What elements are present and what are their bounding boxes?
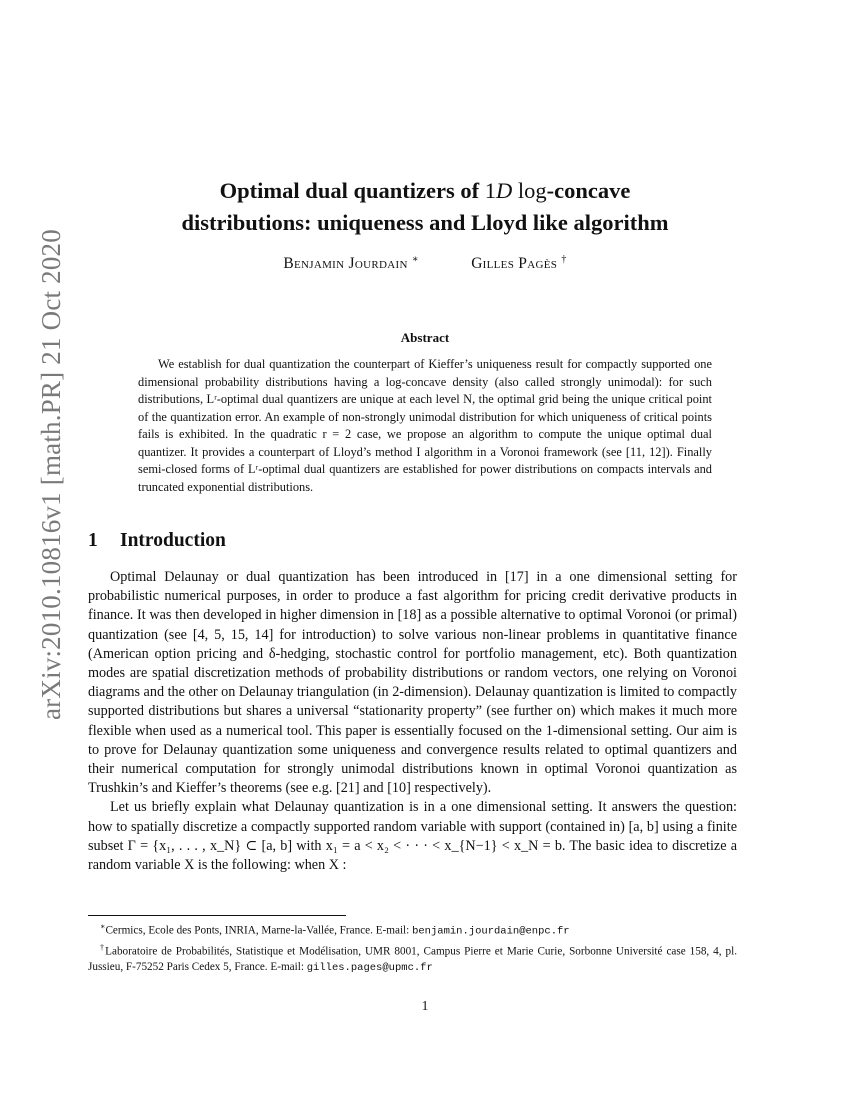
- section-heading: [88, 530, 226, 552]
- footnote-1: [88, 919, 737, 940]
- title-text-line2: distributions: uniqueness and Lloyd like algorithm: [181, 210, 669, 235]
- title-text-part1: Optimal dual quantizers of: [219, 178, 485, 203]
- section-number: 1: [88, 530, 98, 551]
- title-math-d: D: [495, 178, 513, 203]
- arxiv-identifier-text: arXiv:2010.10816v1 [math.PR] 21 Oct 2020: [36, 229, 66, 720]
- footnotes: [88, 919, 737, 977]
- title-math-log: log: [517, 178, 547, 203]
- title-text-part2: -concave: [546, 178, 631, 203]
- footnote-2-email: gilles.pages@upmc.fr: [306, 962, 433, 975]
- author-1: [283, 254, 419, 273]
- author-1-name: Benjamin Jourdain: [283, 255, 408, 273]
- abstract-text: We establish for dual quantization the counterpart of Kieffer’s uniqueness result for compactly supported one dimensional probability distributions having a log-concave density (also called strongly unimodal): for such distributions, Lʳ-optimal dual quantizers are unique at each level N, the optimal grid being the unique critical point of the quantization error. An example of non-strongly unimodal distribution for which uniqueness of critical points fails is exhibited. In the quadratic r = 2 case, we propose an algorithm to compute the unique optimal dual quantizer. It provides a counterpart of Lloyd’s method I algorithm in a Voronoi framework (see [11, 12]). Finally semi-closed forms of Lʳ-optimal dual quantizers are established for power distributions on compacts intervals and truncated exponential distributions.: [138, 357, 712, 494]
- author-2-footnote-mark: †: [561, 254, 567, 265]
- section-body: [88, 568, 737, 875]
- abstract-heading: Abstract: [400, 330, 450, 345]
- title-math-one: 1: [484, 178, 496, 203]
- paragraph-1: Optimal Delaunay or dual quantization has been introduced in [17] in a one dimensional setting for probabilistic numerical purposes, in order to produce a fast algorithm for pricing credit derivative products in finance. It was then developed in higher dimension in [18] as a possible alternative to optimal Voronoi (or primal) quantization (see [4, 5, 15, 14] for introduction) to solve various non-linear problems in quantitative finance (American option pricing and δ-hedging, stochastic control for portfolio management, etc). Both quantization modes are spatial discretization methods of probability distributions or random vectors, one relying on Voronoi diagrams and the other on Delaunay triangulation (in 2-dimension). Delaunay quantization is limited to compactly supported distributions but shares a universal “stationarity property” (see further on) which makes it much more flexible when used as a numerical tool. This paper is essentially focused on the 1-dimensional setting. Our aim is to prove for Delaunay quantization some uniqueness and convergence results related to optimal quantizers and their numerical computation for strongly unimodal distributions known in optimal Voronoi quantization as Trushkin’s and Kieffer’s theorems (see e.g. [21] and [10] respectively).: [88, 569, 737, 797]
- footnote-1-email: benjamin.jourdain@enpc.fr: [412, 925, 570, 938]
- author-2-name: Gilles Pagès: [471, 255, 558, 273]
- footnote-2: [88, 940, 737, 977]
- footnote-1-text: Cermics, Ecole des Ponts, INRIA, Marne-la-Vallée, France. E-mail:: [105, 924, 413, 937]
- footnote-2-mark: †: [100, 943, 106, 953]
- author-1-footnote-mark: ∗: [411, 254, 419, 265]
- footnote-2-text: Laboratoire de Probabilités, Statistique et Modélisation, UMR 8001, Campus Pierre et Marie Curie, Sorbonne Université case 158, 4, pl. Jussieu, F-75252 Paris Cedex 5, France. E-mail:: [88, 945, 738, 974]
- page-number: 1: [421, 998, 429, 1013]
- footnote-1-mark: ∗: [100, 922, 106, 931]
- section-title: Introduction: [120, 530, 226, 551]
- arxiv-identifier-stamp: [0, 0, 66, 1100]
- footnote-rule: [88, 915, 346, 916]
- paper-title: [100, 175, 750, 239]
- paragraph-2: Let us briefly explain what Delaunay quantization is in a one dimensional setting. It answers the question: how to spatially discretize a compactly supported random variable with support (contained in) [a, b] using a finite subset Γ = {x₁, . . . , x_N} ⊂ [a, b] with x₁ = a < x₂ < · · · < x_{N−1} < x_N = b. The basic idea to discretize a random variable X is the following: when X :: [88, 799, 737, 874]
- author-2: [471, 254, 566, 273]
- author-list: [100, 254, 750, 273]
